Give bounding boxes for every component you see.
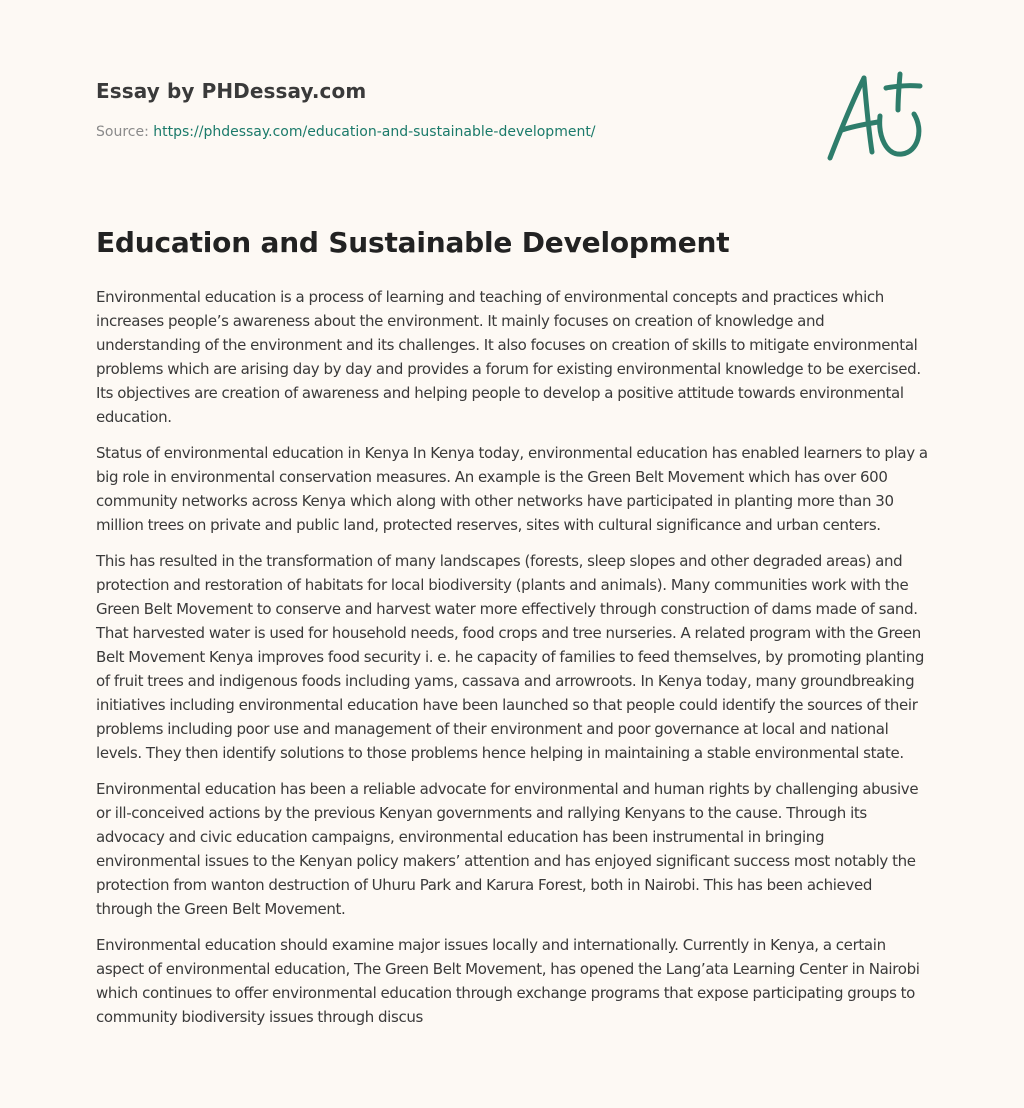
site-brand: Essay by PHDessay.com [96,79,367,103]
page-title: Education and Sustainable Development [96,226,730,259]
paragraph: Environmental education should examine major issues locally and internationally. Currently in Kenya, a certain aspect of environmental education, The Green Belt Movement, has opened the Lang’ata Learning Center in Nairobi which continues to offer environmental education through exchange programs that expose participating groups to community biodiversity issues through discus [96,936,920,1026]
paragraph: Environmental education is a process of learning and teaching of environmental concepts and practices which increases people’s awareness about the environment. It mainly focuses on creation of knowledge and understanding of the environment and its challenges. It also focuses on creation of skills to mitigate environmental problems which are arising day by day and provides a forum for existing environmental knowledge to be exercised. Its objectives are creation of awareness and helping people to develop a positive attitude towards environmental education. [96,288,921,426]
paragraph: This has resulted in the transformation of many landscapes (forests, sleep slopes and other degraded areas) and protection and restoration of habitats for local biodiversity (plants and animals). Many communities work with the Green Belt Movement to conserve and harvest water more effectively through construction of dams made of sand. That harvested water is used for household needs, food crops and tree nurseries. A related program with the Green Belt Movement Kenya improves food security i. e. he capacity of families to feed themselves, by promoting planting of fruit trees and indigenous foods including yams, cassava and arrowroots. In Kenya today, many groundbreaking initiatives including environmental education have been launched so that people could identify the sources of their problems including poor use and management of their environment and poor governance at local and national levels. They then identify solutions to those problems hence helping in maintaining a stable environmental state. [96,552,925,762]
article-body [96,285,932,1041]
source-line [96,124,596,140]
paragraph: Environmental education has been a reliable advocate for environmental and human rights by challenging abusive or ill-conceived actions by the previous Kenyan governments and rallying Kenyans to the cause. Through its advocacy and civic education campaigns, environmental education has been instrumental in bringing environmental issues to the Kenyan policy makers’ attention and has enjoyed significant success most notably the protection from wanton destruction of Uhuru Park and Karura Forest, both in Nairobi. This has been achieved through the Green Belt Movement. [96,780,919,918]
source-label: Source: [96,124,154,140]
source-link[interactable]: https://phdessay.com/education-and-sustainable-development/ [153,124,596,140]
paragraph: Status of environmental education in Kenya In Kenya today, environmental education has enabled learners to play a big role in environmental conservation measures. An example is the Green Belt Movement which has over 600 community networks across Kenya which along with other networks have participated in planting more than 30 million trees on private and public land, protected reserves, sites with cultural significance and urban centers. [96,444,928,534]
a-plus-logo-icon [826,70,926,162]
